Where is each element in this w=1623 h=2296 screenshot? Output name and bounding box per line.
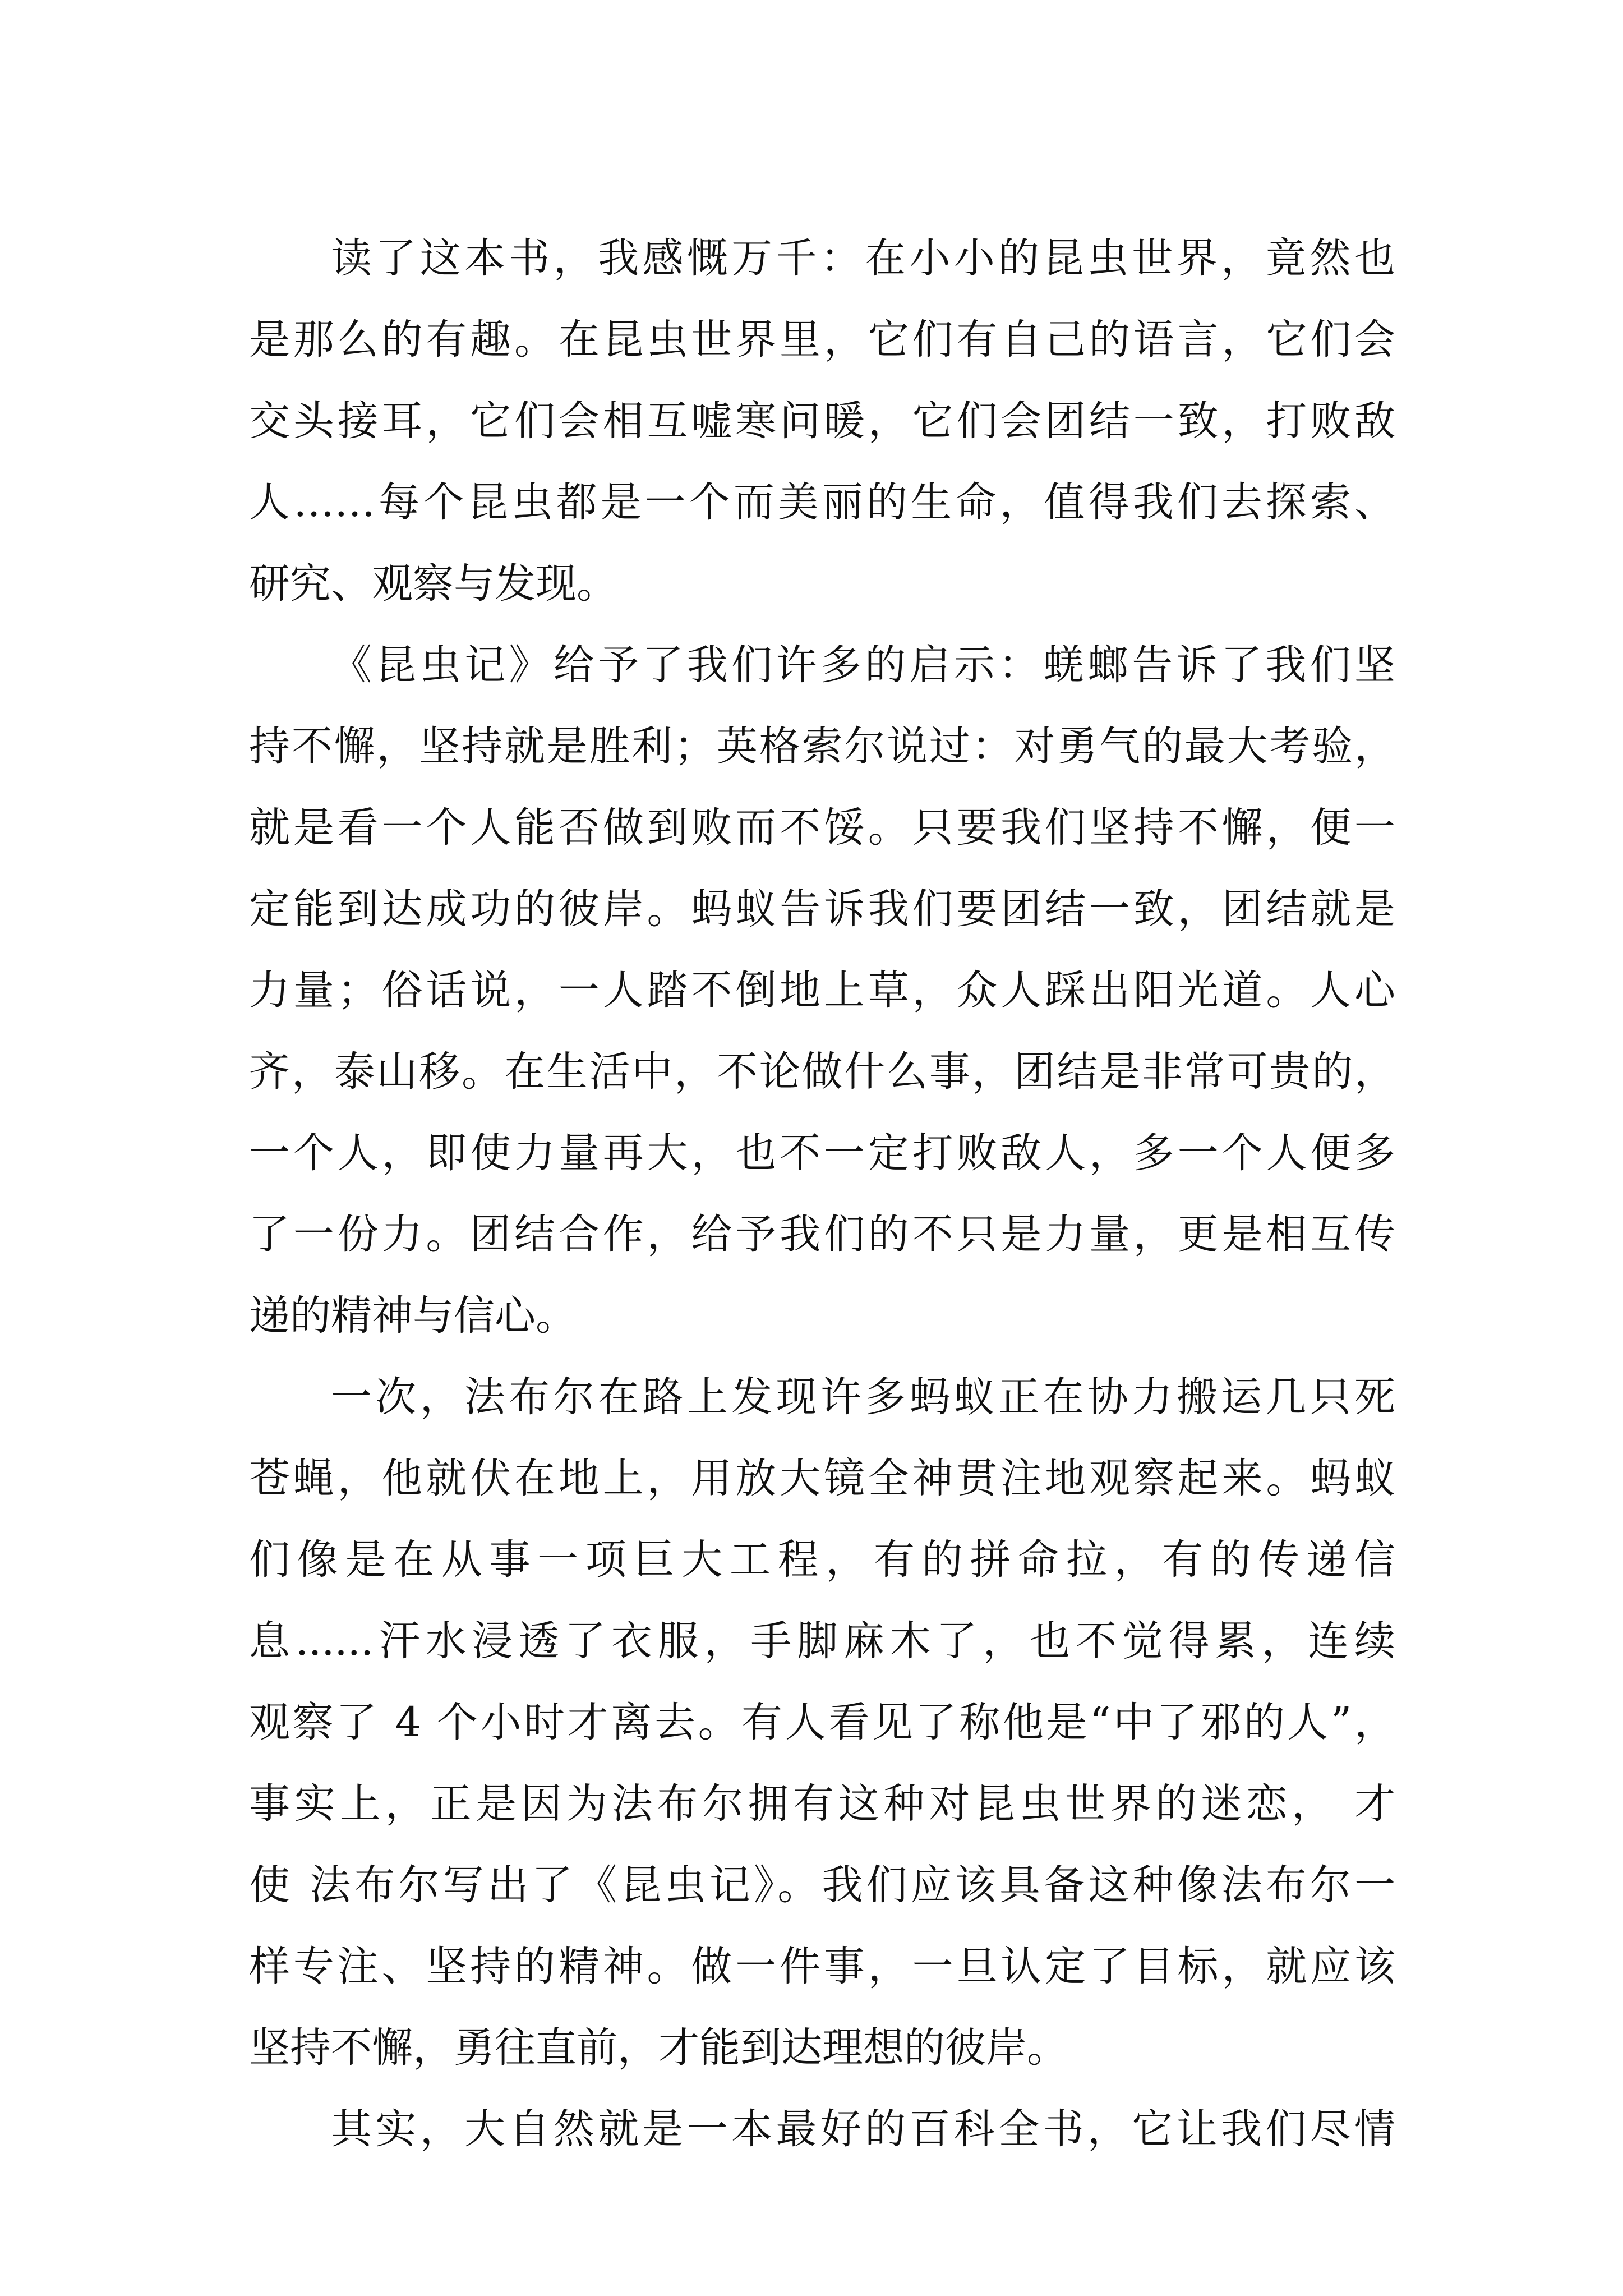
- text-line: 读了这本书，我感慨万千：在小小的昆虫世界，竟然也: [331, 234, 1395, 282]
- text-line: 事实上，正是因为法布尔拥有这种对昆虫世界的迷恋， 才: [249, 1780, 1395, 1828]
- text-line: 坚持不懈，勇往直前，才能到达理想的彼岸。: [249, 2024, 1068, 2072]
- text-line: 一个人，即使力量再大，也不一定打败敌人，多一个人便多: [249, 1129, 1395, 1177]
- body-text: [249, 218, 1395, 2170]
- text-line: 力量；俗话说，一人踏不倒地上草，众人踩出阳光道。人心: [249, 967, 1395, 1014]
- text-line: 研究、观察与发现。: [249, 560, 617, 608]
- text-line: 交头接耳，它们会相互嘘寒问暖，它们会团结一致，打败敌: [249, 397, 1395, 445]
- text-line: 息......汗水浸透了衣服，手脚麻木了，也不觉得累，连续: [249, 1617, 1395, 1665]
- text-line: 样专注、坚持的精神。做一件事，一旦认定了目标，就应该: [249, 1943, 1395, 1990]
- text-line: 其实，大自然就是一本最好的百科全书，它让我们尽情: [331, 2105, 1395, 2153]
- text-line: 齐，泰山移。在生活中，不论做什么事，团结是非常可贵的，: [249, 1048, 1395, 1096]
- text-line: 们像是在从事一项巨大工程，有的拼命拉，有的传递信: [249, 1536, 1395, 1584]
- text-line: 人……每个昆虫都是一个而美丽的生命，值得我们去探索、: [249, 478, 1395, 526]
- text-line: 就是看一个人能否做到败而不馁。只要我们坚持不懈，便一: [249, 804, 1395, 852]
- text-line: 《昆虫记》给予了我们许多的启示：蜣螂告诉了我们坚: [331, 641, 1395, 689]
- text-line: 苍蝇，他就伏在地上，用放大镜全神贯注地观察起来。蚂蚁: [249, 1455, 1395, 1502]
- text-line: 了一份力。团结合作，给予我们的不只是力量，更是相互传: [249, 1211, 1395, 1258]
- text-line: 递的精神与信心。: [249, 1292, 577, 1340]
- text-line: 定能到达成功的彼岸。蚂蚁告诉我们要团结一致，团结就是: [249, 885, 1395, 933]
- text-line: 使 法布尔写出了《昆虫记》。我们应该具备这种像法布尔一: [249, 1861, 1395, 1909]
- text-line: 持不懈，坚持就是胜利；英格索尔说过：对勇气的最大考验，: [249, 723, 1395, 770]
- text-line: 观察了 4 个小时才离去。有人看见了称他是“中了邪的人”，: [249, 1699, 1395, 1746]
- text-line: 一次，法布尔在路上发现许多蚂蚁正在协力搬运几只死: [331, 1373, 1395, 1421]
- text-line: 是那么的有趣。在昆虫世界里，它们有自己的语言，它们会: [249, 316, 1395, 364]
